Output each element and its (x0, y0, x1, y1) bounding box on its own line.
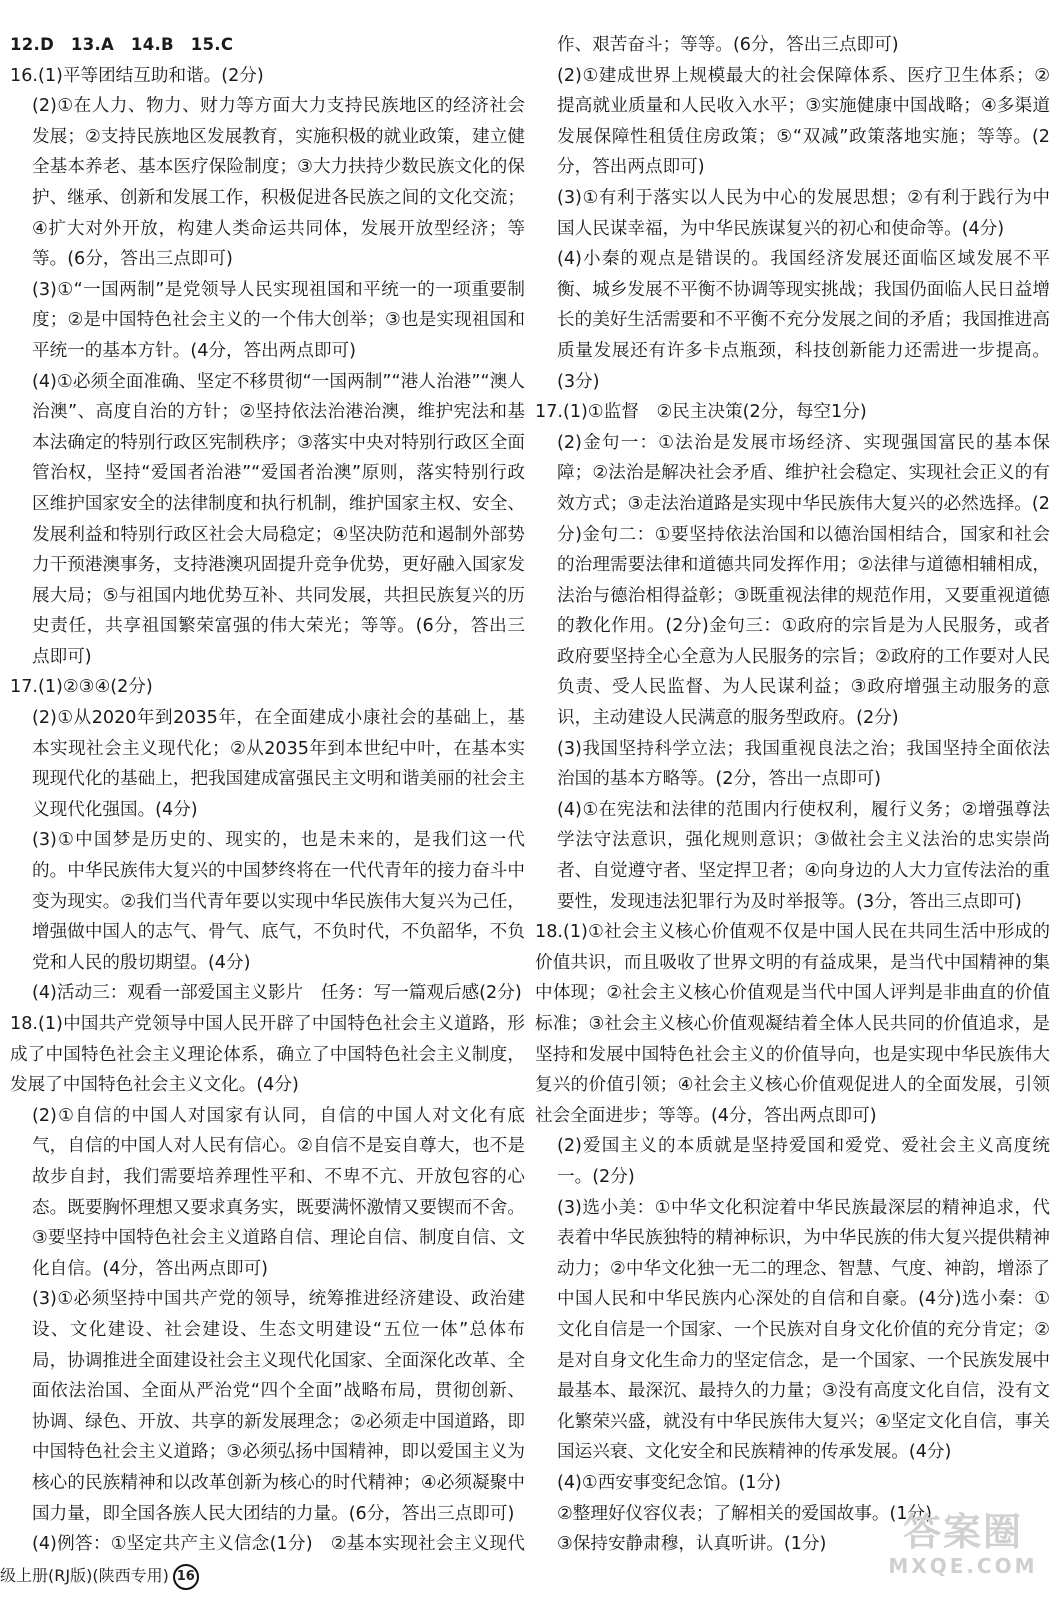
right-paragraph: (2)爱国主义的本质就是坚持爱国和爱党、爱社会主义高度统一。(2分) (557, 1136, 1050, 1187)
left-paragraph: 12.D 13.A 14.B 15.C (10, 35, 234, 54)
left-paragraph: (3)①中国梦是历史的、现实的，也是未来的，是我们这一代的。中华民族伟大复兴的中国梦终将在一代代青年的接力奋斗中变为现实。②我们当代青年要以实现中华民族伟大复兴为己任，增强做中国人的志气、骨气、底气，不负时代，不负韶华，不负党和人民的殷切期望。(4分) (32, 830, 525, 973)
right-paragraph: ③保持安静肃穆，认真听讲。(1分) (557, 1534, 827, 1555)
left-paragraph: (3)①必须坚持中国共产党的领导，统筹推进经济建设、政治建设、文化建设、社会建设、生态文明建设“五位一体”总体布局，协调推进全面建设社会主义现代化国家、全面深化改革、全面依法治国、全面从严治党“四个全面”战略布局，贯彻创新、协调、绿色、开放、共享的新发展理念；②必须走中国道路，即中国特色社会主义道路；③必须弘扬中国精神，即以爱国主义为核心的民族精神和以改革创新为核心的时代精神；④必须凝聚中国力量，即全国各族人民大团结的力量。(6分，答出三点即可) (32, 1289, 525, 1524)
left-paragraph: (2)①自信的中国人对国家有认同，自信的中国人对文化有底气，自信的中国人对人民有信心。②自信不是妄自尊大，也不是故步自封，我们需要培养理性平和、不卑不亢、开放包容的心态。既要胸怀理想又要求真务实，既要满怀激情又要锲而不舍。③要坚持中国特色社会主义道路自信、理论自信、制度自信、文化自信。(4分，答出两点即可) (32, 1105, 525, 1279)
page-number: 16 (173, 1564, 199, 1590)
right-paragraph: (3)我国坚持科学立法；我国重视良法之治；我国坚持全面依法治国的基本方略等。(2分，答出一点即可) (557, 738, 1050, 790)
left-paragraph: 18.(1)中国共产党领导中国人民开辟了中国特色社会主义道路，形成了中国特色社会主义理论体系，确立了中国特色社会主义制度，发展了中国特色社会主义文化。(4分) (10, 1014, 525, 1096)
left-paragraph: (2)①从2020年到2035年，在全面建成小康社会的基础上，基本实现社会主义现代化；②从2035年到本世纪中叶，在基本实现现代化的基础上，把我国建成富强民主文明和谐美丽的社会主义现代化强国。(4分) (32, 708, 525, 820)
right-paragraph: 作、艰苦奋斗；等等。(6分，答出三点即可) (557, 35, 899, 55)
footer-text: 级上册(RJ版)(陕西专用) (0, 1566, 169, 1585)
watermark-sub-text: MXQE.COM (888, 1554, 1038, 1578)
left-paragraph: (2)①在人力、物力、财力等方面大力支持民族地区的经济社会发展；②支持民族地区发展教育，实施积极的就业政策，建立健全基本养老、基本医疗保险制度；③大力扶持少数民族文化的保护、继承、创新和发展工作，积极促进各民族之间的文化交流；④扩大对外开放，构建人类命运共同体，发展开放型经济；等等。(6分，答出三点即可) (32, 96, 525, 270)
page-footer (0, 1562, 199, 1590)
right-paragraph: 18.(1)①社会主义核心价值观不仅是中国人民在共同生活中形成的价值共识，而且吸收了世界文明的有益成果，是当代中国精神的集中体现；②社会主义核心价值观是当代中国人评判是非曲直的价值标准；③社会主义核心价值观凝结着全体人民共同的价值追求，是坚持和发展中国特色社会主义的价值导向，也是实现中华民族伟大复兴的价值引领；④社会主义核心价值观促进人的全面发展，引领社会全面进步；等等。(4分，答出两点即可) (535, 922, 1050, 1126)
right-paragraph: (4)①西安事变纪念馆。(1分) (557, 1472, 781, 1493)
right-paragraph: (4)①在宪法和法律的范围内行使权利，履行义务；②增强尊法学法守法意识，强化规则意识；③做社会主义法治的忠实崇尚者、自觉遵守者、坚定捍卫者；④向身边的人大力宣传法治的重要性，发现违法犯罪行为及时举报等。(3分，答出三点即可) (557, 799, 1050, 912)
left-paragraph: (4)例答：①坚定共产主义信念(1分) ②基本实现社会主义现代 (32, 1534, 525, 1555)
right-paragraph: ②整理好仪容仪表；了解相关的爱国故事。(1分) (557, 1503, 932, 1524)
right-paragraph: (3)选小美：①中华文化积淀着中华民族最深层的精神追求，代表着中华民族独特的精神标识，为中华民族的伟大复兴提供精神动力；②中华文化独一无二的理念、智慧、气度、神韵，增添了中国人民和中华民族内心深处的自信和自豪。(4分)选小秦：①文化自信是一个国家、一个民族对自身文化价值的充分肯定；②是对自身文化生命力的坚定信念，是一个国家、一个民族发展中最基本、最深沉、最持久的力量；③没有高度文化自信，没有文化繁荣兴盛，就没有中华民族伟大复兴；④坚定文化自信，事关国运兴衰、文化安全和民族精神的传承发展。(4分) (557, 1197, 1050, 1463)
watermark-logo (883, 1510, 1043, 1590)
left-paragraph: 16.(1)平等团结互助和谐。(2分) (10, 65, 264, 86)
right-paragraph: (2)金句一：①法治是发展市场经济、实现强国富民的基本保障；②法治是解决社会矛盾、维护社会稳定、实现社会正义的有效方式；③走法治道路是实现中华民族伟大复兴的必然选择。(2分)金句二：①要坚持依法治国和以德治国相结合，国家和社会的治理需要法律和道德共同发挥作用；②法律与道德相辅相成，法治与德治相得益彰；③既重视法律的规范作用，又要重视道德的教化作用。(2分)金句三：①政府的宗旨是为人民服务，或者政府要坚持全心全意为人民服务的宗旨；②政府的工作要对人民负责、受人民监督、为人民谋利益；③政府增强主动服务的意识，主动建设人民满意的服务型政府。(2分) (557, 432, 1050, 729)
left-paragraph: (4)活动三：观看一部爱国主义影片 任务：写一篇观后感(2分) (32, 983, 522, 1004)
right-paragraph: (2)①建成世界上规模最大的社会保障体系、医疗卫生体系；②提高就业质量和人民收入水平；③实施健康中国战略；④多渠道发展保障性租赁住房政策；⑤“双减”政策落地实施；等等。(2分，答出两点即可) (557, 65, 1050, 178)
watermark-main-text: 答案圈 (902, 1510, 1023, 1554)
left-column (10, 30, 525, 1562)
right-column (535, 30, 1050, 1560)
left-paragraph: (3)①“一国两制”是党领导人民实现祖国和平统一的一项重要制度；②是中国特色社会主义的一个伟大创举；③也是实现祖国和平统一的基本方针。(4分，答出两点即可) (32, 279, 525, 361)
right-paragraph: (4)小秦的观点是错误的。我国经济发展还面临区域发展不平衡、城乡发展不平衡不协调等现实挑战；我国仍面临人民日益增长的美好生活需要和不平衡不充分发展之间的矛盾；我国推进高质量发展还有许多卡点瓶颈，科技创新能力还需进一步提高。(3分) (557, 249, 1050, 392)
right-paragraph: 17.(1)①监督 ②民主决策(2分，每空1分) (535, 402, 867, 423)
left-paragraph: (4)①必须全面准确、坚定不移贯彻“一国两制”“港人治港”“澳人治澳”、高度自治的方针；②坚持依法治港治澳，维护宪法和基本法确定的特别行政区宪制秩序；③落实中央对特别行政区全面管治权，坚持“爱国者治港”“爱国者治澳”原则，落实特别行政区维护国家安全的法律制度和执行机制，维护国家主权、安全、发展利益和特别行政区社会大局稳定；④坚决防范和遏制外部势力干预港澳事务，支持港澳巩固提升竞争优势，更好融入国家发展大局；⑤与祖国内地优势互补、共同发展，共担民族复兴的历史责任，共享祖国繁荣富强的伟大荣光；等等。(6分，答出三点即可) (32, 371, 525, 667)
right-paragraph: (3)①有利于落实以人民为中心的发展思想；②有利于践行为中国人民谋幸福，为中华民族谋复兴的初心和使命等。(4分) (557, 187, 1050, 239)
left-paragraph: 17.(1)②③④(2分) (10, 677, 153, 698)
